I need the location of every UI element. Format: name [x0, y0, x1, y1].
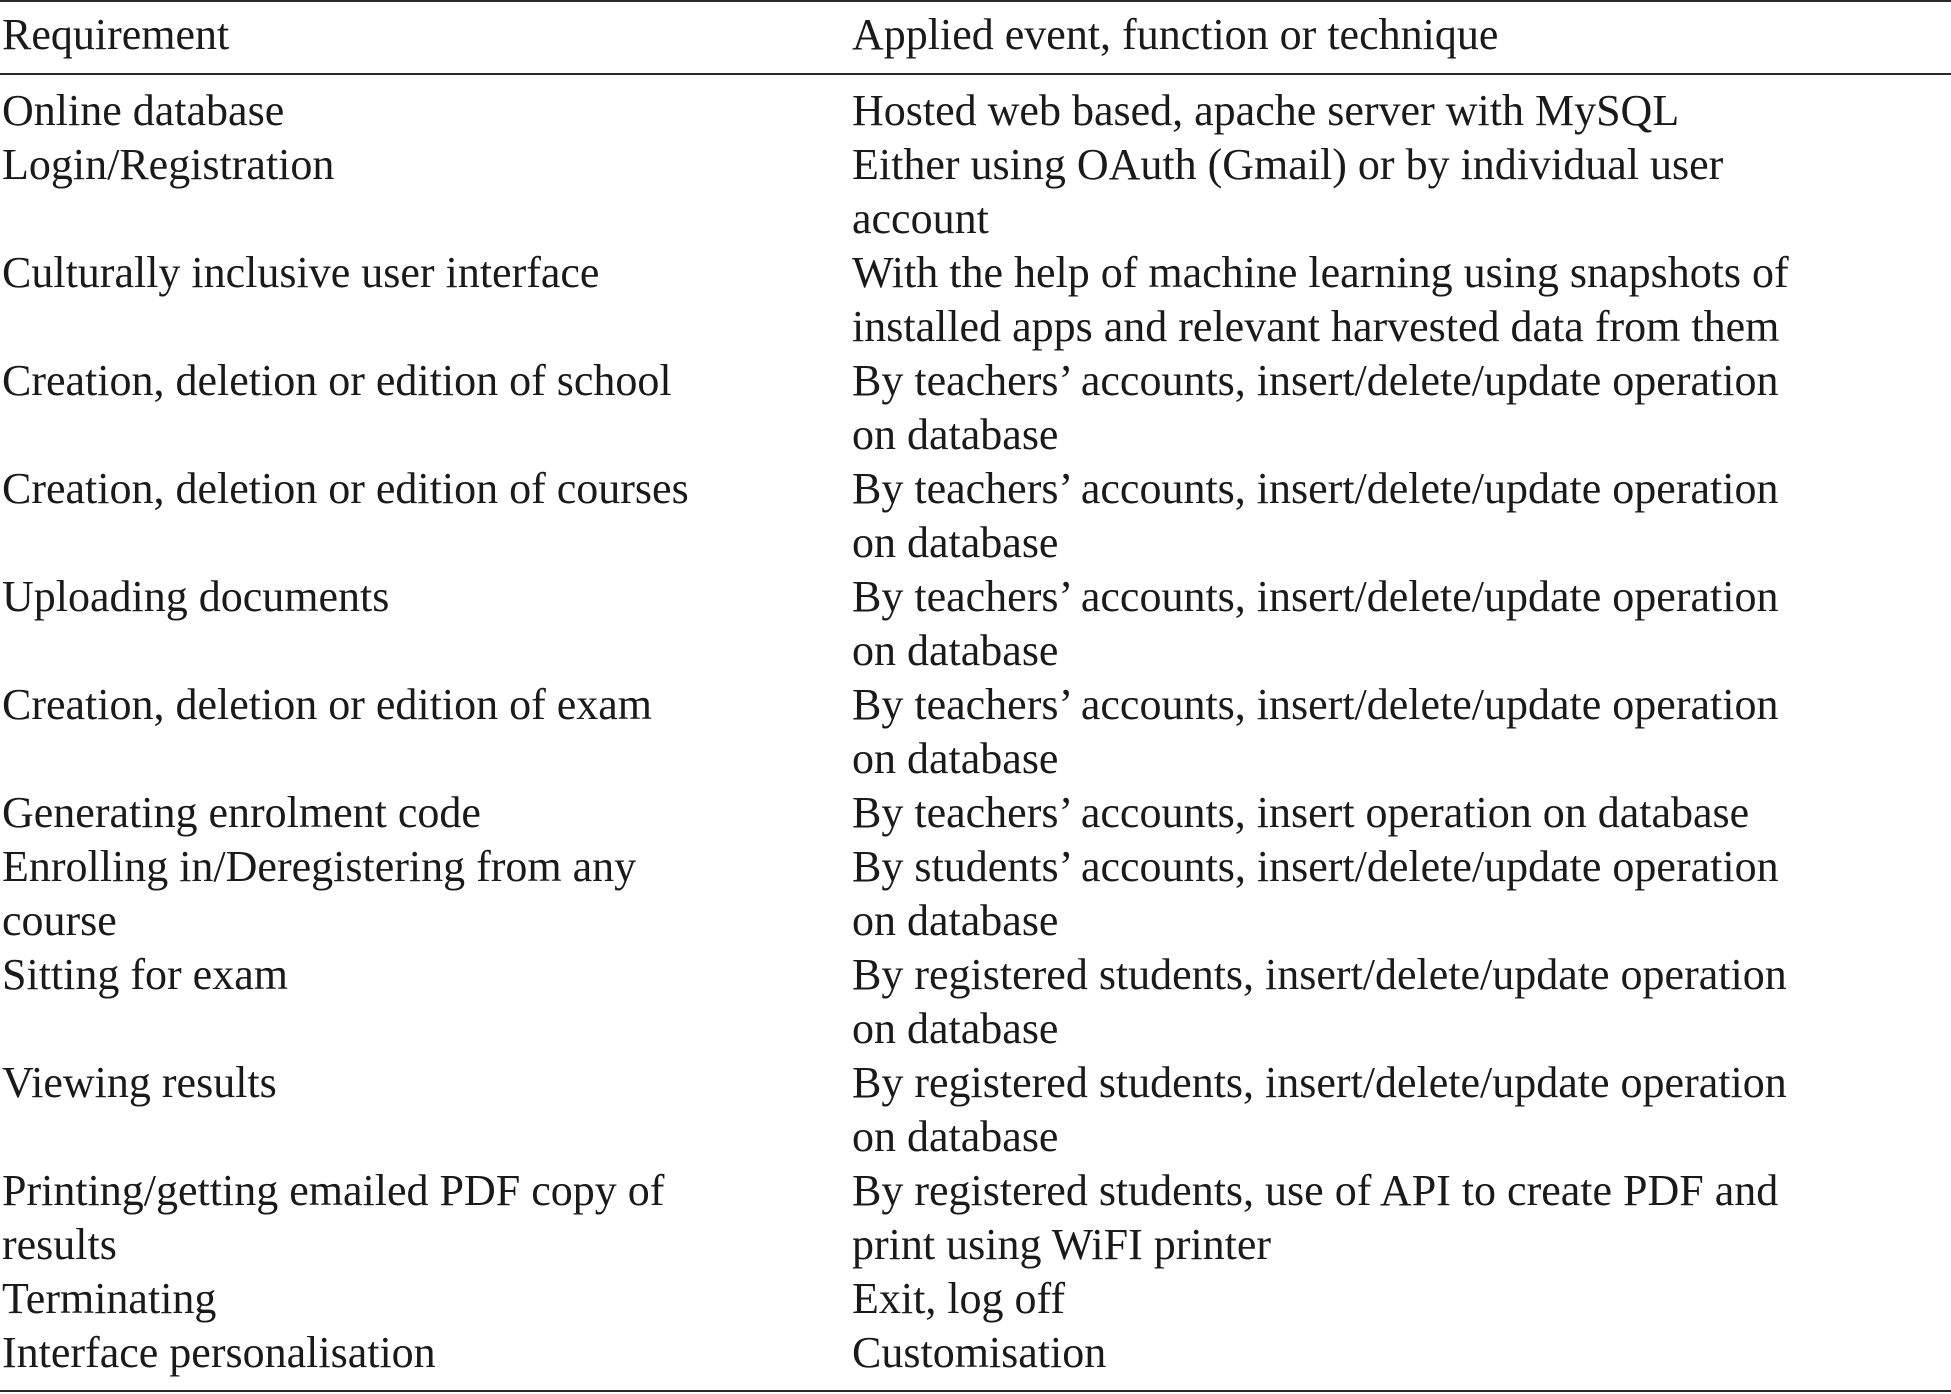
requirement-line: Printing/getting emailed PDF copy of [2, 1166, 665, 1215]
requirement-line: Uploading documents [2, 572, 390, 621]
table-row [0, 462, 1951, 570]
applied-cell [852, 570, 1947, 678]
applied-line: on database [852, 896, 1059, 945]
requirement-cell [2, 138, 832, 192]
applied-line: By registered students, insert/delete/update operation [852, 950, 1787, 999]
applied-line: By registered students, use of API to create PDF and [852, 1166, 1779, 1215]
table-row [0, 1056, 1951, 1164]
table-row [0, 1272, 1951, 1326]
applied-cell [852, 138, 1947, 246]
applied-cell [852, 948, 1947, 1056]
applied-cell [852, 1056, 1947, 1164]
applied-line: By teachers’ accounts, insert/delete/update operation [852, 680, 1779, 729]
applied-cell [852, 840, 1947, 948]
requirement-line: Interface personalisation [2, 1328, 436, 1377]
requirement-cell [2, 948, 832, 1002]
applied-line: on database [852, 518, 1059, 567]
applied-line: By students’ accounts, insert/delete/update operation [852, 842, 1779, 891]
requirement-line: Viewing results [2, 1058, 277, 1107]
applied-line: By teachers’ accounts, insert/delete/update operation [852, 356, 1779, 405]
applied-line: With the help of machine learning using snapshots of [852, 248, 1789, 297]
applied-line: on database [852, 626, 1059, 675]
applied-line: By registered students, insert/delete/update operation [852, 1058, 1787, 1107]
requirement-line: results [2, 1220, 117, 1269]
table-body [0, 84, 1951, 1380]
applied-cell [852, 84, 1947, 138]
requirement-line: Enrolling in/Deregistering from any [2, 842, 637, 891]
header-requirement: Requirement [2, 10, 230, 59]
table-header-rule [0, 73, 1951, 75]
applied-line: By teachers’ accounts, insert operation on database [852, 788, 1750, 837]
requirement-cell [2, 1326, 832, 1380]
requirement-cell [2, 84, 832, 138]
requirement-line: Creation, deletion or edition of exam [2, 680, 653, 729]
table-row [0, 840, 1951, 948]
table-row [0, 948, 1951, 1056]
requirement-line: Generating enrolment code [2, 788, 481, 837]
applied-cell [852, 1326, 1947, 1380]
table-row [0, 786, 1951, 840]
applied-line: on database [852, 1004, 1059, 1053]
applied-line: Either using OAuth (Gmail) or by individual user [852, 140, 1724, 189]
applied-line: account [852, 194, 989, 243]
requirement-cell [2, 570, 832, 624]
requirement-line: Creation, deletion or edition of courses [2, 464, 689, 513]
requirement-cell [2, 1056, 832, 1110]
applied-cell [852, 354, 1947, 462]
table-row [0, 246, 1951, 354]
requirement-cell [2, 840, 832, 948]
table-row [0, 678, 1951, 786]
table-row [0, 1326, 1951, 1380]
requirement-cell [2, 246, 832, 300]
applied-line: installed apps and relevant harvested data from them [852, 302, 1780, 351]
header-applied: Applied event, function or technique [852, 10, 1499, 59]
applied-line: Customisation [852, 1328, 1107, 1377]
requirement-cell [2, 1272, 832, 1326]
table-bottom-rule [0, 1390, 1951, 1392]
requirement-line: Sitting for exam [2, 950, 288, 999]
table-row [0, 138, 1951, 246]
requirement-line: course [2, 896, 117, 945]
table-row [0, 1164, 1951, 1272]
applied-line: Hosted web based, apache server with MySQL [852, 86, 1680, 135]
table-row [0, 354, 1951, 462]
requirement-line: Culturally inclusive user interface [2, 248, 600, 297]
applied-cell [852, 246, 1947, 354]
applied-line: on database [852, 734, 1059, 783]
applied-cell [852, 786, 1947, 840]
applied-line: By teachers’ accounts, insert/delete/update operation [852, 572, 1779, 621]
table-header-row [0, 8, 1951, 70]
applied-cell [852, 462, 1947, 570]
requirement-line: Creation, deletion or edition of school [2, 356, 672, 405]
applied-line: on database [852, 410, 1059, 459]
table-top-rule [0, 0, 1951, 2]
requirement-cell [2, 462, 832, 516]
requirement-line: Login/Registration [2, 140, 335, 189]
requirement-cell [2, 1164, 832, 1272]
applied-line: print using WiFI printer [852, 1220, 1272, 1269]
applied-cell [852, 1272, 1947, 1326]
table-row [0, 84, 1951, 138]
applied-line: Exit, log off [852, 1274, 1066, 1323]
applied-cell [852, 1164, 1947, 1272]
requirement-cell [2, 786, 832, 840]
requirement-cell [2, 678, 832, 732]
applied-cell [852, 678, 1947, 786]
applied-line: By teachers’ accounts, insert/delete/update operation [852, 464, 1779, 513]
requirement-cell [2, 354, 832, 408]
applied-line: on database [852, 1112, 1059, 1161]
table-row [0, 570, 1951, 678]
requirement-line: Online database [2, 86, 285, 135]
requirement-line: Terminating [2, 1274, 217, 1323]
